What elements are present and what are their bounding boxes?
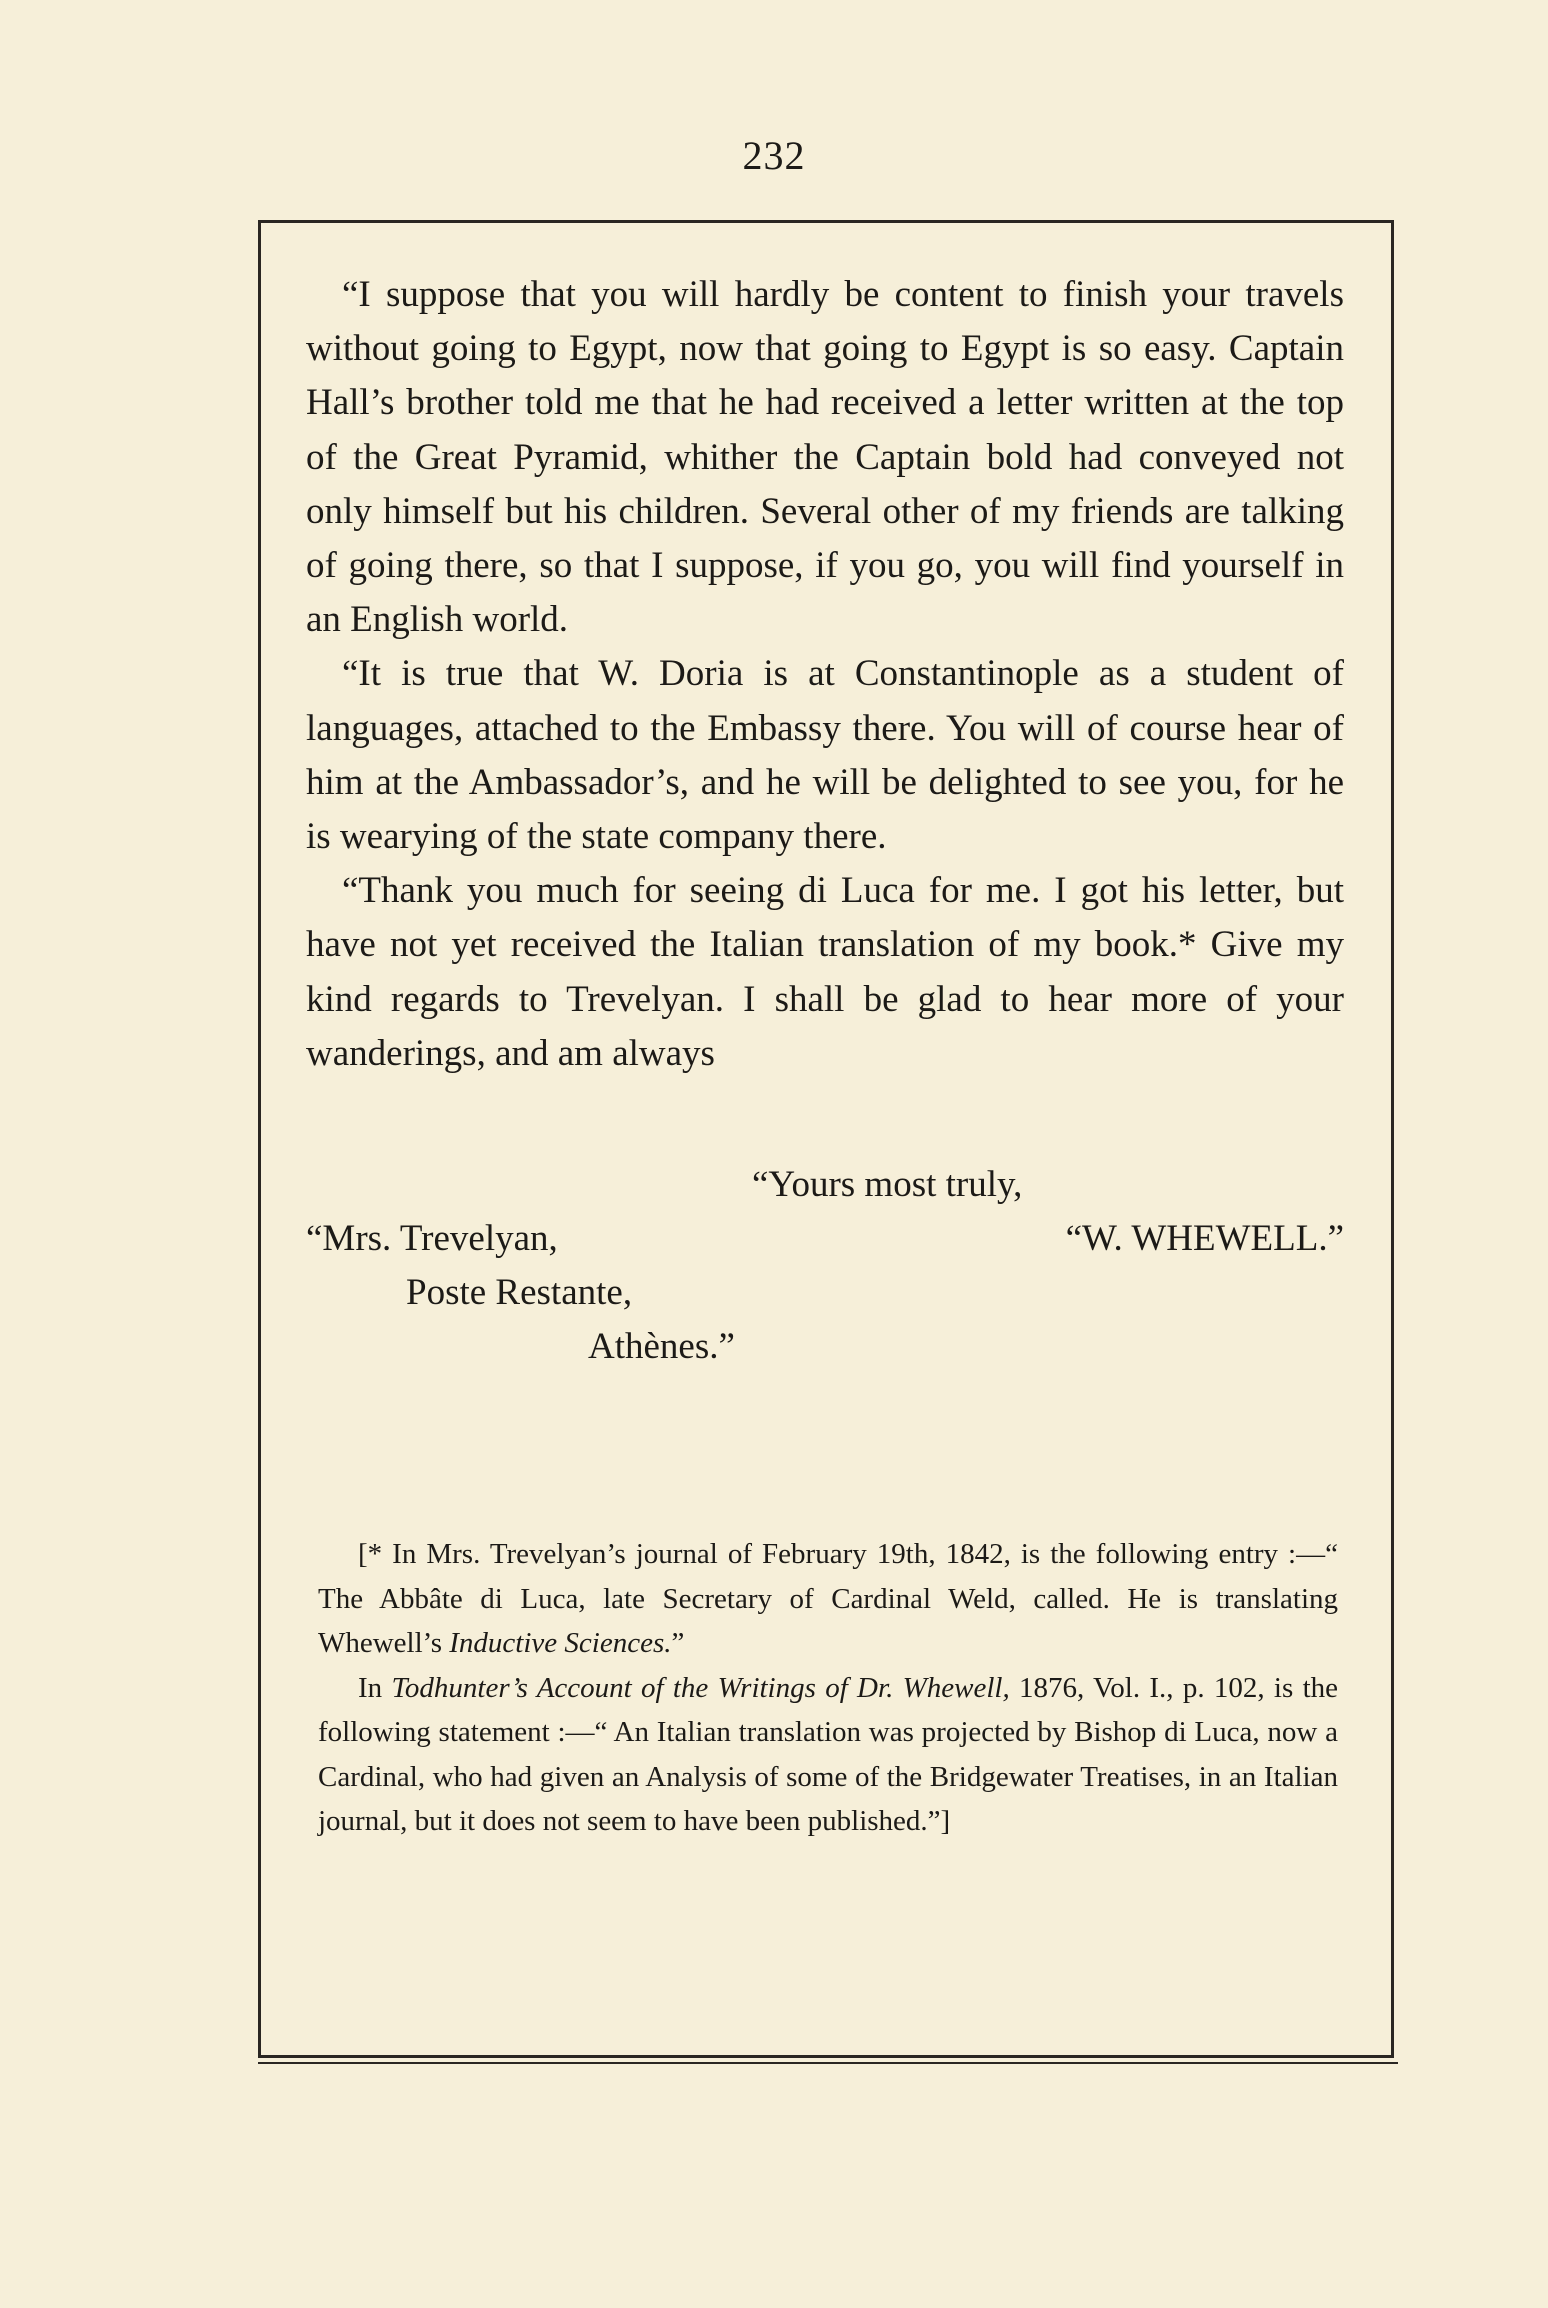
page-number: 232: [742, 133, 806, 178]
address-signature-row: [306, 1212, 1344, 1266]
footnote-paragraph-1: [318, 1532, 1338, 1666]
signature: “W. WHEWELL.”: [1065, 1218, 1344, 1259]
frame-bottom-rule: [258, 2062, 1398, 2064]
address-line-1: “Mrs. Trevelyan,: [306, 1218, 558, 1259]
letter-body: [306, 268, 1344, 1081]
letter-paragraph-1: “I suppose that you will hardly be content to finish your travels without going to Egypt, now that going to Egypt is so easy. Captain Hall’s brother told me that he had received a letter written at the top of the Great Pyramid, whither the Captain bold had conveyed not only himself but his children. Several other of my friends are talking of going there, so that I suppose, if you go, you will find yourself in an English world.: [306, 274, 1344, 641]
letter-paragraph-3: “Thank you much for seeing di Luca for me. I got his letter, but have not yet received the Italian translation of my book.* Give my kind regards to Trevelyan. I shall be glad to hear more of your wanderings, and am always: [306, 870, 1344, 1074]
footnote-p1-text: [* In Mrs. Trevelyan’s journal of February 19th, 1842, is the following entry :—“ The Abbâte di Luca, late Secretary of Cardinal Weld, called. He is translating Whewell’s: [318, 1538, 1338, 1659]
footnote: [318, 1532, 1338, 1844]
letter-closing: “Yours most truly,: [752, 1164, 1023, 1205]
address-line-3: Athènes.”: [588, 1326, 735, 1367]
footnote-p1-close: ”: [671, 1627, 685, 1659]
footnote-p2-text: 1876, Vol. I., p. 102, is the following statement :—“ An Italian translation was projected by Bishop di Luca, now a Cardinal, who had given an Analysis of some of the Bridgewater Treatises, in an Italian journal, but it does not seem to have been published.”]: [318, 1671, 1338, 1837]
footnote-paragraph-2: [318, 1666, 1338, 1844]
address-line-2: Poste Restante,: [406, 1272, 633, 1313]
footnote-p1-italic: Inductive Sciences.: [449, 1627, 672, 1659]
footnote-p2-italic: Todhunter’s Account of the Writings of Dr. Whewell,: [391, 1671, 1010, 1704]
letter-paragraph-2: “It is true that W. Doria is at Constantinople as a student of languages, attached to the Embassy there. You will of course hear of him at the Ambassador’s, and he will be delighted to see you, for he is wearying of the state company there.: [306, 653, 1344, 858]
footnote-p2-lead: In: [358, 1671, 392, 1704]
